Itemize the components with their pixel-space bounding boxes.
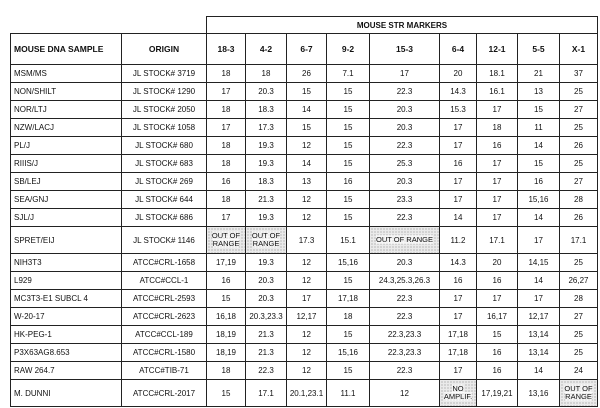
origin-cell: JL STOCK# 680 [122,137,207,155]
origin-cell: JL STOCK# 644 [122,191,207,209]
marker-value-cell: 25 [560,83,598,101]
marker-value-cell: 17 [440,290,477,308]
marker-value-cell: 17 [477,173,518,191]
marker-value-cell: 22.3 [370,290,440,308]
marker-value-cell: 14 [440,209,477,227]
table-row [11,191,598,209]
marker-value-cell: 15 [327,191,370,209]
marker-value-cell: 18 [207,191,246,209]
str-marker-table [10,16,598,407]
marker-value-cell: 16 [477,362,518,380]
marker-value-cell: 13,14 [518,344,560,362]
marker-value-cell: 26,27 [560,272,598,290]
marker-value-cell: 12 [287,254,327,272]
marker-value-cell: 12 [287,362,327,380]
marker-value-cell: 20 [440,65,477,83]
marker-value-cell: 14 [287,101,327,119]
marker-value-cell: 22.3 [370,209,440,227]
marker-value-cell: 20.3 [246,83,287,101]
marker-value-cell: 26 [560,209,598,227]
marker-value-cell: 20.3 [370,101,440,119]
marker-value-cell: 23.3 [370,191,440,209]
marker-value-cell: 16,17 [477,308,518,326]
marker-value-cell: 17 [440,173,477,191]
sample-cell: MSM/MS [11,65,122,83]
marker-value-cell: 16,18 [207,308,246,326]
marker-value-cell: 14 [518,272,560,290]
marker-value-cell: 14.3 [440,254,477,272]
marker-value-cell: 17.3 [246,119,287,137]
marker-value-cell: 12 [287,344,327,362]
sample-cell: L929 [11,272,122,290]
marker-value-cell: 19.3 [246,209,287,227]
marker-column-header: 6-7 [287,34,327,65]
table-row [11,308,598,326]
sample-cell: W-20-17 [11,308,122,326]
marker-value-cell: 12 [287,209,327,227]
sample-cell: SEA/GNJ [11,191,122,209]
marker-value-cell: 21.3 [246,191,287,209]
marker-value-cell: 21.3 [246,344,287,362]
sample-cell: SJL/J [11,209,122,227]
marker-value-cell: 17.3 [287,227,327,254]
marker-value-cell: 15,16 [327,344,370,362]
marker-value-cell: 24 [560,362,598,380]
marker-value-cell: 14.3 [440,83,477,101]
marker-value-cell: 18 [207,362,246,380]
marker-value-cell: 26 [287,65,327,83]
marker-column-header: 18-3 [207,34,246,65]
marker-column-header: X-1 [560,34,598,65]
table-row [11,119,598,137]
marker-value-cell: 17 [440,119,477,137]
flagged-value-cell [246,227,287,254]
sample-cell: NZW/LACJ [11,119,122,137]
table-row [11,83,598,101]
marker-value-cell: 25 [560,254,598,272]
marker-value-cell: 7.1 [327,65,370,83]
origin-cell: JL STOCK# 1146 [122,227,207,254]
marker-value-cell: 24.3,25.3,26.3 [370,272,440,290]
sample-column-header: MOUSE DNA SAMPLE [11,34,122,65]
marker-column-header: 12-1 [477,34,518,65]
marker-value-cell: 25 [560,344,598,362]
marker-value-cell: 14 [518,137,560,155]
marker-value-cell: 17,18 [440,326,477,344]
marker-value-cell: 22.3 [370,137,440,155]
marker-value-cell: 14 [518,362,560,380]
marker-value-cell: 12,17 [518,308,560,326]
marker-value-cell: 11 [518,119,560,137]
marker-value-cell: 17 [370,65,440,83]
marker-value-cell: 18,19 [207,326,246,344]
marker-value-cell: 17 [477,290,518,308]
marker-value-cell: 12 [287,272,327,290]
str-table-container [10,16,598,407]
marker-value-cell: 15 [327,362,370,380]
marker-value-cell: 25.3 [370,155,440,173]
marker-value-cell: 13,16 [518,380,560,407]
marker-value-cell: 27 [560,101,598,119]
marker-value-cell: 26 [560,137,598,155]
marker-value-cell: 16 [477,272,518,290]
marker-value-cell: 25 [560,155,598,173]
marker-column-header: 15-3 [370,34,440,65]
sample-cell: NIH3T3 [11,254,122,272]
sample-cell: M. DUNNI [11,380,122,407]
marker-value-cell: 17 [440,362,477,380]
table-row [11,380,598,407]
marker-value-cell: 20.1,23.1 [287,380,327,407]
marker-value-cell: 15 [327,272,370,290]
marker-value-cell: 17,19,21 [477,380,518,407]
table-row [11,155,598,173]
marker-value-cell: 18.1 [477,65,518,83]
marker-value-cell: 15 [327,155,370,173]
marker-value-cell: 16 [477,344,518,362]
marker-value-cell: 17 [207,209,246,227]
origin-cell: JL STOCK# 269 [122,173,207,191]
flagged-value-text: OUT OF RANGE [564,384,593,401]
origin-cell: ATCC#CRL-1658 [122,254,207,272]
flagged-value-cell [560,380,598,407]
marker-value-cell: 20.3 [246,290,287,308]
marker-value-cell: 16 [440,272,477,290]
table-row [11,362,598,380]
marker-value-cell: 15 [327,326,370,344]
marker-value-cell: 13 [287,173,327,191]
marker-value-cell: 15,16 [327,254,370,272]
table-row [11,272,598,290]
origin-cell: ATCC#CRL-1580 [122,344,207,362]
sample-cell: SB/LEJ [11,173,122,191]
sample-cell: NOR/LTJ [11,101,122,119]
marker-value-cell: 18 [477,119,518,137]
marker-value-cell: 18.3 [246,101,287,119]
marker-value-cell: 16 [518,173,560,191]
origin-cell: JL STOCK# 1290 [122,83,207,101]
marker-value-cell: 17.1 [477,227,518,254]
marker-value-cell: 15 [518,101,560,119]
marker-value-cell: 15 [327,119,370,137]
group-header: MOUSE STR MARKERS [207,17,598,34]
origin-cell: ATCC#CRL-2623 [122,308,207,326]
marker-value-cell: 28 [560,191,598,209]
marker-value-cell: 17,18 [327,290,370,308]
origin-cell: ATCC#CCL-1 [122,272,207,290]
marker-value-cell: 20.3 [370,254,440,272]
marker-value-cell: 17.1 [246,380,287,407]
origin-cell: JL STOCK# 1058 [122,119,207,137]
sample-cell: RAW 264.7 [11,362,122,380]
marker-value-cell: 17 [440,191,477,209]
marker-value-cell: 17 [477,209,518,227]
table-row [11,227,598,254]
sample-cell: RIIIS/J [11,155,122,173]
marker-value-cell: 17.1 [560,227,598,254]
origin-cell: ATCC#CCL-189 [122,326,207,344]
marker-value-cell: 17 [440,308,477,326]
origin-cell: JL STOCK# 3719 [122,65,207,83]
table-row [11,65,598,83]
flagged-value-text: OUT OF RANGE [376,235,433,244]
marker-value-cell: 20.3 [370,173,440,191]
marker-value-cell: 22.3 [370,308,440,326]
marker-value-cell: 16 [327,173,370,191]
marker-value-cell: 17 [440,137,477,155]
marker-value-cell: 14 [287,155,327,173]
flagged-value-text: OUT OF RANGE [211,231,241,248]
marker-value-cell: 19.3 [246,155,287,173]
marker-value-cell: 11.1 [327,380,370,407]
table-row [11,137,598,155]
marker-value-cell: 17,19 [207,254,246,272]
marker-value-cell: 12 [287,191,327,209]
marker-value-cell: 16 [207,272,246,290]
marker-value-cell: 11.2 [440,227,477,254]
sample-cell: NON/SHILT [11,83,122,101]
marker-value-cell: 15 [327,137,370,155]
flagged-value-cell [440,380,477,407]
marker-value-cell: 17 [518,227,560,254]
marker-value-cell: 22.3 [246,362,287,380]
marker-value-cell: 22.3,23.3 [370,326,440,344]
marker-value-cell: 15 [287,119,327,137]
table-row [11,290,598,308]
flagged-value-text: NO AMPLIF. [443,384,473,401]
marker-value-cell: 15 [477,326,518,344]
marker-value-cell: 22.3 [370,83,440,101]
marker-column-header: 6-4 [440,34,477,65]
marker-value-cell: 13,14 [518,326,560,344]
marker-value-cell: 17 [207,119,246,137]
marker-value-cell: 20 [477,254,518,272]
marker-value-cell: 16.1 [477,83,518,101]
marker-value-cell: 19.3 [246,254,287,272]
marker-value-cell: 27 [560,173,598,191]
sample-cell: PL/J [11,137,122,155]
flagged-value-text: OUT OF RANGE [251,231,281,248]
marker-value-cell: 15 [207,380,246,407]
marker-value-cell: 17 [287,290,327,308]
marker-value-cell: 25 [560,326,598,344]
table-row [11,173,598,191]
marker-value-cell: 18.3 [246,173,287,191]
table-body [11,65,598,407]
marker-value-cell: 28 [560,290,598,308]
origin-cell: ATCC#CRL-2593 [122,290,207,308]
marker-value-cell: 18,19 [207,344,246,362]
marker-value-cell: 15 [207,290,246,308]
marker-value-cell: 18 [207,155,246,173]
origin-cell: ATCC#CRL-2017 [122,380,207,407]
marker-value-cell: 15 [287,83,327,101]
marker-value-cell: 14,15 [518,254,560,272]
marker-value-cell: 15.3 [440,101,477,119]
marker-value-cell: 17 [207,83,246,101]
table-row [11,326,598,344]
marker-value-cell: 14 [518,209,560,227]
sample-cell: MC3T3-E1 SUBCL 4 [11,290,122,308]
marker-value-cell: 17 [477,101,518,119]
origin-cell: JL STOCK# 683 [122,155,207,173]
marker-value-cell: 25 [560,119,598,137]
marker-value-cell: 18 [327,308,370,326]
marker-value-cell: 16 [440,155,477,173]
sample-cell: HK-PEG-1 [11,326,122,344]
marker-value-cell: 21 [518,65,560,83]
marker-value-cell: 17 [477,155,518,173]
marker-value-cell: 22.3 [370,362,440,380]
marker-value-cell: 15 [327,83,370,101]
origin-cell: ATCC#TIB-71 [122,362,207,380]
marker-value-cell: 21.3 [246,326,287,344]
marker-value-cell: 19.3 [246,137,287,155]
table-row [11,344,598,362]
marker-value-cell: 12 [287,137,327,155]
marker-value-cell: 20.3,23.3 [246,308,287,326]
marker-value-cell: 22.3,23.3 [370,344,440,362]
marker-value-cell: 17 [477,191,518,209]
sample-cell: P3X63AG8.653 [11,344,122,362]
sample-cell: SPRET/EIJ [11,227,122,254]
origin-cell: JL STOCK# 686 [122,209,207,227]
header-spacer [11,17,207,34]
marker-value-cell: 37 [560,65,598,83]
marker-value-cell: 27 [560,308,598,326]
origin-column-header: ORIGIN [122,34,207,65]
marker-value-cell: 12,17 [287,308,327,326]
marker-value-cell: 18 [207,101,246,119]
marker-value-cell: 12 [370,380,440,407]
table-row [11,254,598,272]
marker-value-cell: 17 [518,290,560,308]
origin-cell: JL STOCK# 2050 [122,101,207,119]
marker-value-cell: 20.3 [370,119,440,137]
marker-value-cell: 20.3 [246,272,287,290]
marker-value-cell: 18 [207,137,246,155]
marker-value-cell: 16 [477,137,518,155]
marker-value-cell: 12 [287,326,327,344]
marker-value-cell: 13 [518,83,560,101]
flagged-value-cell [207,227,246,254]
marker-value-cell: 18 [246,65,287,83]
marker-value-cell: 18 [207,65,246,83]
marker-value-cell: 16 [207,173,246,191]
marker-column-header: 4-2 [246,34,287,65]
marker-value-cell: 15 [518,155,560,173]
marker-value-cell: 15 [327,101,370,119]
marker-column-header: 9-2 [327,34,370,65]
marker-value-cell: 15,16 [518,191,560,209]
marker-value-cell: 15 [327,209,370,227]
table-row [11,101,598,119]
marker-value-cell: 17,18 [440,344,477,362]
flagged-value-cell [370,227,440,254]
marker-value-cell: 15.1 [327,227,370,254]
table-row [11,209,598,227]
marker-column-header: 5-5 [518,34,560,65]
